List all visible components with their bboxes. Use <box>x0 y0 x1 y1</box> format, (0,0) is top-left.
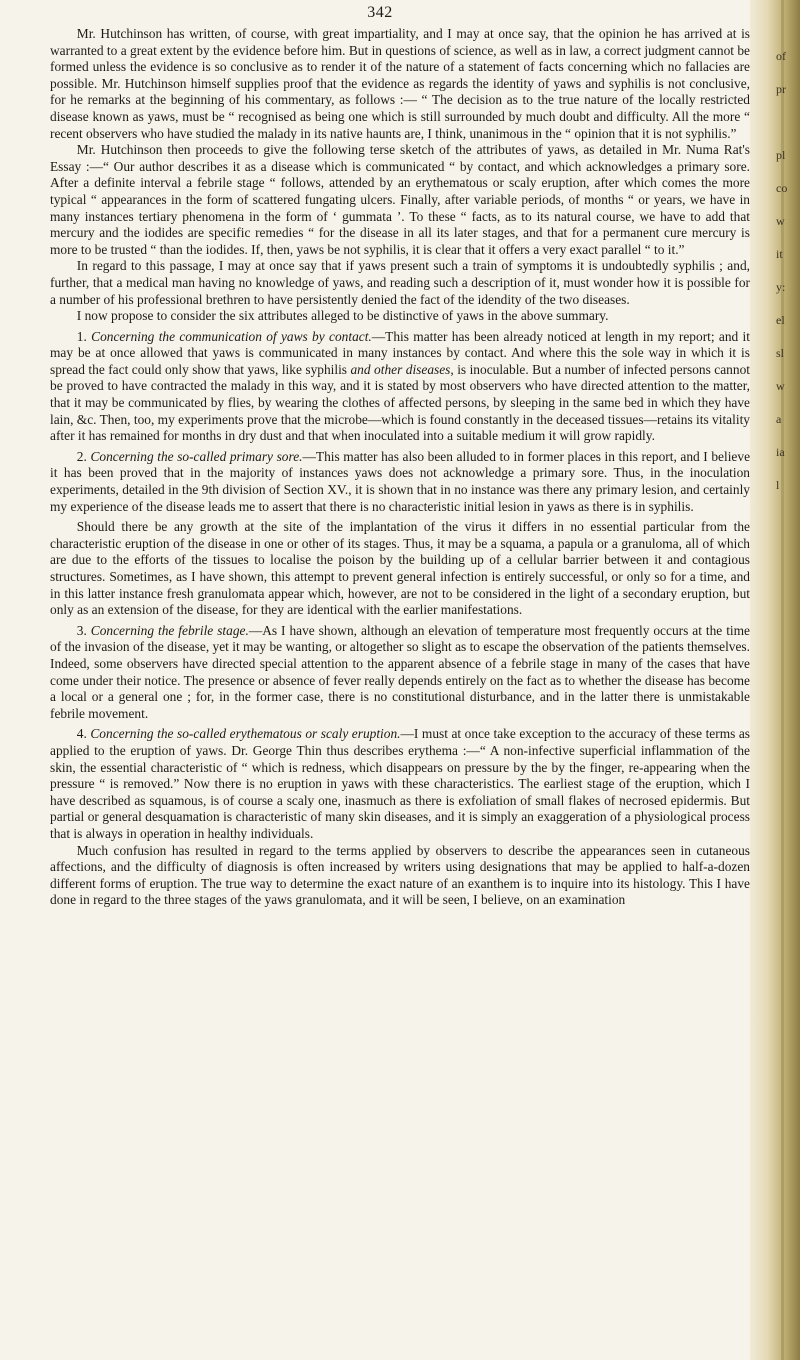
edge-fragment: w <box>776 379 785 393</box>
page-number: 342 <box>367 4 393 21</box>
facing-page-edge-text <box>776 40 796 502</box>
edge-fragment: ia <box>776 445 785 459</box>
paragraph: 4. Concerning the so-called erythematous or scaly eruption.—I must at once take exception to the accuracy of these terms as applied to the eruption of yaws. Dr. George Thin thus describes erythema :—“ A non-infective superficial inflammation of the skin, the essential characteristic of “ which is redness, which disappears on pressure by the by the finger, re-appearing when the pressure “ is removed.” Now there is no eruption in yaws with these characteristics. The earliest stage of the eruption, which I have described as squamous, is of course a scaly one, inasmuch as there is exfoliation of small flakes of necrosed epidermis. But partial or general desquamation is characteristic of many skin diseases, and it is simply an exaggeration of a physiological process that is always in operation in healthy individuals. <box>50 726 751 841</box>
paragraph: Mr. Hutchinson has written, of course, with great impartiality, and I may at once say, that the opinion he has arrived at is warranted to a great extent by the evidence before him. But in questions of science, as well as in law, a correct judgment cannot be formed unless the evidence is so conclusive as to render it of the nature of a statement of facts concerning which no fallacies are possible. Mr. Hutchinson himself supplies proof that the evidence as regards the identity of yaws and syphilis is not conclusive, for he remarks at the beginning of his commentary, as follows :— “ The decision as to the true nature of the locally restricted disease known as yaws, must be “ recognised as being one which is still surrounded by much doubt and difficulty. All the more “ recent observers who have studied the malady in its native haunts are, I think, unanimous in the “ opinion that it is not syphilis.” <box>50 26 750 141</box>
paragraph: I now propose to consider the six attributes alleged to be distinctive of yaws in the above summary. <box>76 308 609 324</box>
edge-fragment: of <box>776 49 786 63</box>
edge-fragment <box>776 106 796 139</box>
paragraph: Mr. Hutchinson then proceeds to give the following terse sketch of the attributes of yaws, as detailed in Mr. Numa Rat's Essay :—“ Our author describes it as a disease which is communicated “ by contact, and which acknowledges a primary sore. After a definite interval a febrile stage “ follows, attended by an erythematous or scaly eruption, after which comes the more typical “ appearances in the form of scattered fungating ulcers. Finally, after variable periods, of months “ or years, we have in many instances tertiary phenomena in the form of ‘ gummata ’. To these “ facts, as to its natural course, we have to add that mercury and the iodides are specific remedies “ for the disease in all its later stages, and that for a permanent cure mercury is more to be trusted “ than the iodides. If, then, yaws be not syphilis, it is clear that it offers a very exact parallel “ to it.” <box>50 142 750 257</box>
edge-fragment: sl <box>776 346 785 360</box>
paragraph: 2. Concerning the so-called primary sore.—This matter has also been alluded to in former places in this report, and I believe it has been proved that in the majority of instances yaws does not acknowledge a primary sore. Thus, in the inoculation experiments, detailed in the 9th division of Section XV., it is shown that in no instance was there any primary lesion, and certainly my experience of the disease leads me to assert that there is no characteristic initial lesion in yaws as there is in syphilis. <box>50 448 751 514</box>
paragraph: 1. Concerning the communication of yaws by contact.—This matter has been already noticed at length in my report; and it may be at once allowed that yaws is communicated in many instances by contact. And where this the sole way in which it is spread the fact could only show that yaws, like syphilis and other diseases, is inoculable. But a number of infected persons cannot be proved to have contracted the malady in this way, and it is stated by most observers who have directed attention to the matter, that it may be communicated by flies, by wearing the clothes of affected persons, by sleeping in the same bed in which they have lain, &c. Then, too, my experiments prove that the microbe—which is found constantly in the deceased tissues—retains its vitality after it has remained for months in dry dust and that when inoculated into a suitable medium it will grow rapidly. <box>50 328 750 444</box>
paragraph: In regard to this passage, I may at once say that if yaws present such a train of symptoms it is undoubtedly syphilis ; and, further, that a medical man having no knowledge of yaws, and reading such a description of it, must wonder how it is possible for a number of his professional brethren to have persistently denied the fact of the idendity of the two diseases. <box>50 258 750 307</box>
edge-fragment: y: <box>776 280 786 294</box>
edge-fragment: w <box>776 214 785 228</box>
edge-fragment: pr <box>776 82 786 96</box>
text-column <box>50 26 750 909</box>
edge-fragment: pl <box>776 148 786 162</box>
edge-fragment: co <box>776 181 788 195</box>
paragraph: 3. Concerning the febrile stage.—As I have shown, although an elevation of temperature most frequently occurs at the time of the invasion of the disease, yet it may be wanting, or altogether so slight as to escape the observation of the patients themselves. Indeed, some observers have directed special attention to the apparent absence of a febrile stage in many of the cases that have come under their notice. The presence or absence of fever really depends entirely on the fact as to whether the disease has become a local or a general one ; for, in the former case, there is no constitutional disturbance, and in the latter there is unmistakable febrile movement. <box>50 622 750 721</box>
paragraph: Should there be any growth at the site of the implantation of the virus it differs in no essential particular from the characteristic eruption of the disease in one or other of its stages. Thus, it may be a squama, a papula or a granuloma, all of which are due to the efforts of the tissues to localise the poison by the building up of a cellular barrier between it and contagious structures. Sometimes, as I have shown, this attempt to prevent general infection is entirely successful, or only so for a time, and in this latter instance fresh granulomata appear which, however, are not to be considered in the light of a secondary eruption, but only as an extension of the disease, for they are identical with the earlier manifestations. <box>50 519 750 618</box>
paragraph: Much confusion has resulted in regard to the terms applied by observers to describe the appearances seen in cutaneous affections, and the difficulty of diagnosis is often increased by writers using designations that may be applied to half-a-dozen different forms of eruption. The true way to determine the exact nature of an exanthem is to inquire into its histology. This I have done in regard to the three stages of the yaws granulomata, and it will be seen, I believe, on an examination <box>50 842 750 908</box>
edge-fragment: a <box>776 412 782 426</box>
edge-fragment: it <box>776 247 783 261</box>
edge-fragment: l <box>776 478 780 492</box>
edge-fragment: el <box>776 313 785 327</box>
